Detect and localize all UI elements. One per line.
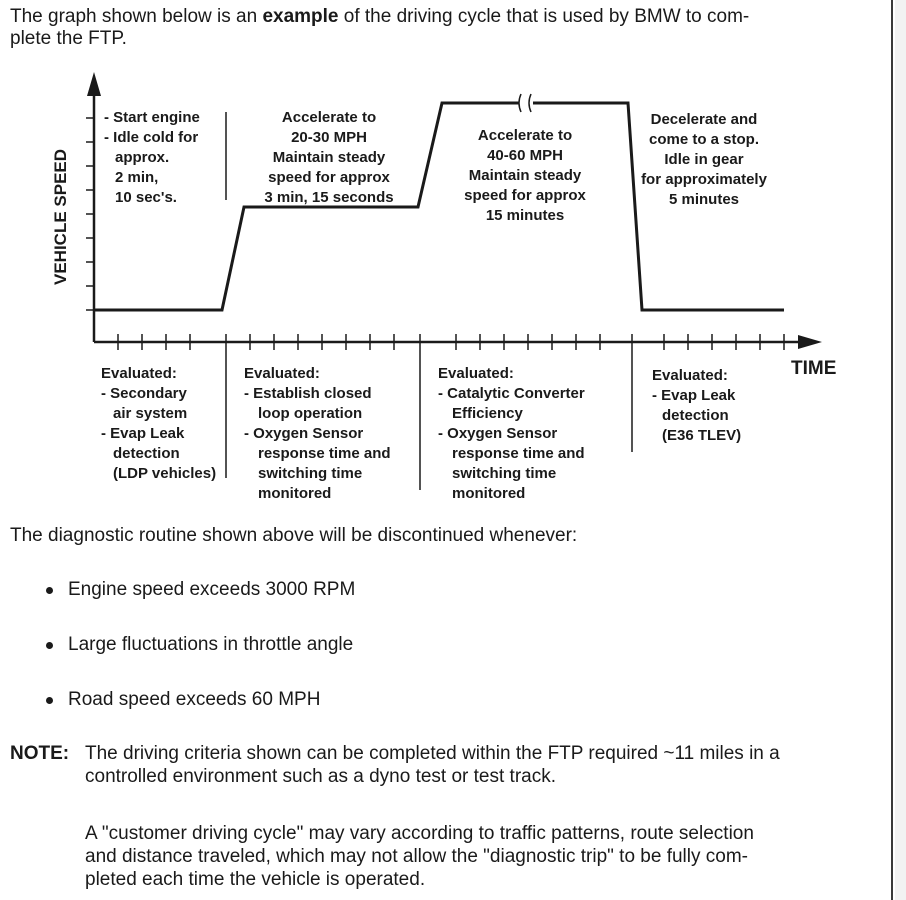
evaluated-1-line: detection xyxy=(113,445,180,462)
evaluated-3-line: response time and xyxy=(452,445,585,462)
phase-4-line: 5 minutes xyxy=(668,191,740,208)
phase-2-line: speed for approx xyxy=(268,169,390,186)
bullet-icon xyxy=(46,587,53,594)
phase-1-description xyxy=(104,109,200,206)
evaluated-block-2 xyxy=(244,365,391,502)
page-edge-strip xyxy=(895,0,906,900)
intro-text-line2: plete the FTP. xyxy=(10,28,127,49)
evaluated-2-line: response time and xyxy=(258,445,391,462)
phase-3-line: 15 minutes xyxy=(485,207,565,224)
evaluated-3-line: - Catalytic Converter xyxy=(438,385,585,402)
note-label: NOTE: xyxy=(10,743,70,764)
bullet-icon xyxy=(46,697,53,704)
evaluated-3-line: monitored xyxy=(452,485,526,502)
evaluated-3-line: Evaluated: xyxy=(438,365,514,382)
evaluated-2-line: Evaluated: xyxy=(244,365,320,382)
evaluated-4-line: (E36 TLEV) xyxy=(662,427,742,444)
discontinue-conditions-list xyxy=(44,578,355,743)
note-text-line: controlled environment such as a dyno test or test track. xyxy=(85,766,557,787)
y-axis-label: VEHICLE SPEED xyxy=(51,148,70,286)
x-axis-arrowhead xyxy=(798,335,822,349)
phase-2-line: 3 min, 15 seconds xyxy=(264,189,394,206)
evaluated-1-line: - Evap Leak xyxy=(101,425,185,442)
phase-3-line: speed for approx xyxy=(464,187,586,204)
evaluated-2-line: - Oxygen Sensor xyxy=(244,425,364,442)
note-para2-line: and distance traveled, which may not allow the "diagnostic trip" to be fully com- xyxy=(85,846,748,867)
phase-3-line: Accelerate to xyxy=(477,127,573,144)
list-item xyxy=(44,633,355,688)
evaluated-2-line: loop operation xyxy=(258,405,363,422)
intro-bold-word: example xyxy=(262,6,339,27)
phase-1-line: 2 min, xyxy=(115,169,159,186)
list-item-text: Engine speed exceeds 3000 RPM xyxy=(68,579,356,600)
note-para2-line: pleted each time the vehicle is operated. xyxy=(85,869,426,890)
note-para2-line: A "customer driving cycle" may vary according to traffic patterns, route selection xyxy=(85,823,754,844)
intro-text-start: The graph shown below is an xyxy=(10,6,263,27)
phase-4-line: for approximately xyxy=(641,171,767,188)
evaluated-2-line: switching time xyxy=(258,465,363,482)
phase-1-line: - Start engine xyxy=(104,109,200,126)
note-text-line: The driving criteria shown can be completed within the FTP required ~11 miles in a xyxy=(85,743,780,764)
phase-2-line: 20-30 MPH xyxy=(291,129,367,146)
evaluated-4-line: - Evap Leak xyxy=(652,387,736,404)
phase-4-line: Idle in gear xyxy=(664,151,744,168)
note-paragraph-2 xyxy=(85,822,881,891)
phase-4-line: come to a stop. xyxy=(648,131,760,148)
evaluated-1-line: (LDP vehicles) xyxy=(113,465,217,482)
evaluated-4-line: detection xyxy=(662,407,729,424)
evaluated-block-3 xyxy=(438,365,585,502)
phase-4-line: Decelerate and xyxy=(650,111,758,128)
list-item-text: Large fluctuations in throttle angle xyxy=(68,634,354,655)
phase-2-line: Accelerate to xyxy=(281,109,377,126)
evaluated-block-4 xyxy=(652,367,741,444)
phase-2-description xyxy=(264,109,393,206)
axis-break-gap xyxy=(519,94,533,112)
phase-1-line: approx. xyxy=(115,149,170,166)
list-item-text: Road speed exceeds 60 MPH xyxy=(68,689,321,710)
y-axis-arrowhead xyxy=(87,72,101,96)
evaluated-3-line: Efficiency xyxy=(452,405,523,422)
bullet-icon xyxy=(46,642,53,649)
phase-4-description xyxy=(641,111,768,208)
discontinue-paragraph: The diagnostic routine shown above will be discontinued whenever: xyxy=(10,525,578,546)
list-item xyxy=(44,688,355,743)
phase-3-line: 40-60 MPH xyxy=(487,147,563,164)
x-axis-label: TIME xyxy=(791,358,837,379)
evaluated-2-line: - Establish closed xyxy=(244,385,372,402)
note-text xyxy=(85,742,881,788)
evaluated-4-line: Evaluated: xyxy=(652,367,728,384)
intro-text-end: of the driving cycle that is used by BMW to com- xyxy=(338,6,750,27)
evaluated-3-line: switching time xyxy=(452,465,557,482)
phase-3-description xyxy=(464,127,586,224)
phase-2-line: Maintain steady xyxy=(272,149,386,166)
evaluated-1-line: air system xyxy=(113,405,188,422)
evaluated-2-line: monitored xyxy=(258,485,332,502)
evaluated-1-line: Evaluated: xyxy=(101,365,177,382)
evaluated-block-1 xyxy=(101,365,216,482)
phase-1-line: 10 sec's. xyxy=(115,189,177,206)
evaluated-1-line: - Secondary xyxy=(101,385,187,402)
evaluated-3-line: - Oxygen Sensor xyxy=(438,425,558,442)
phase-3-line: Maintain steady xyxy=(468,167,582,184)
list-item xyxy=(44,578,355,633)
phase-1-line: - Idle cold for xyxy=(104,129,199,146)
